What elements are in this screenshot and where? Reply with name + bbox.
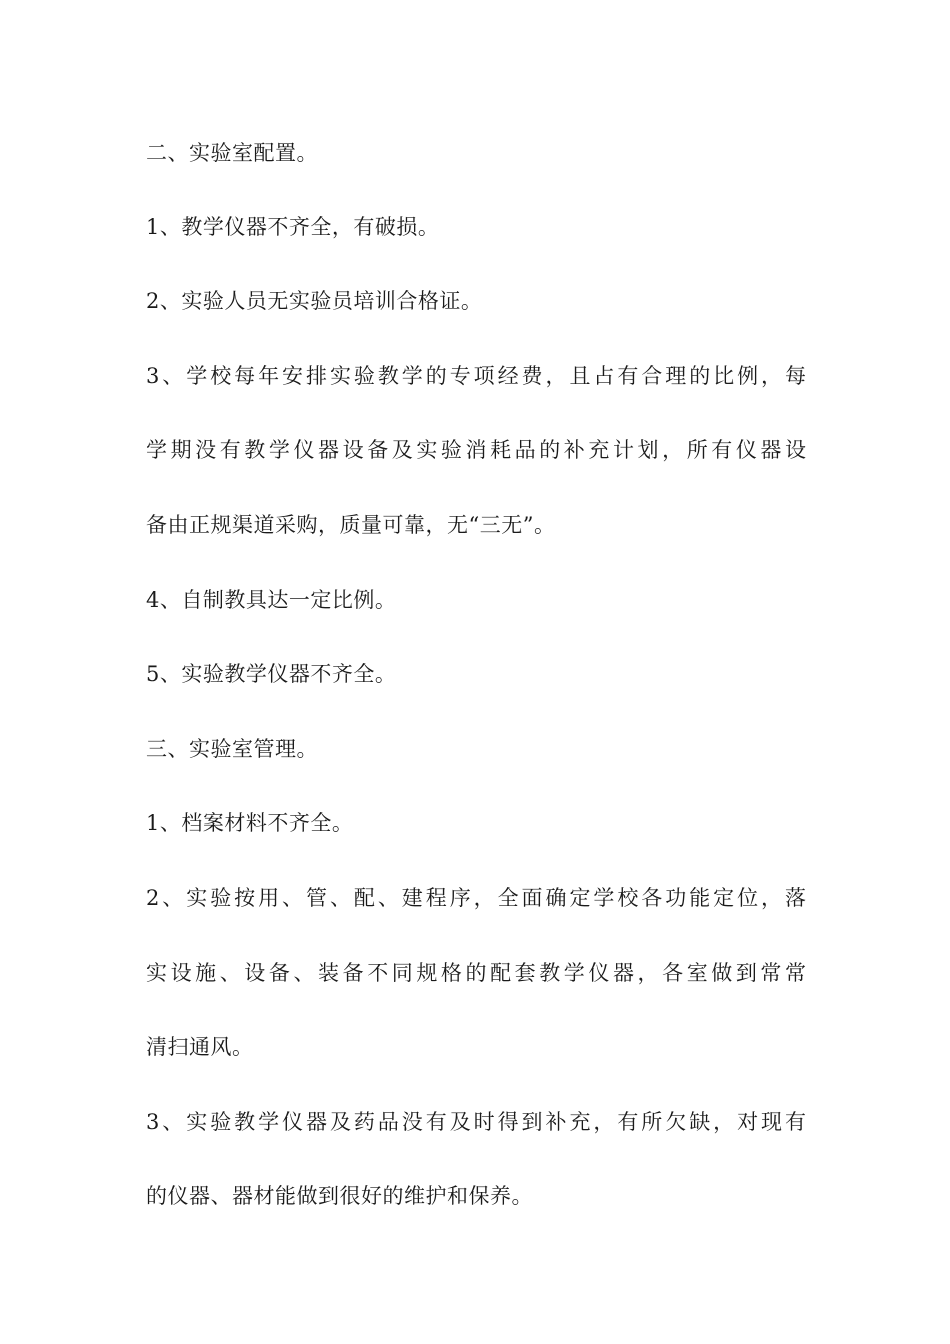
section-heading-lab-configuration: 二、实验室配置。: [146, 141, 318, 165]
paragraph-line: 1、教学仪器不齐全，有破损。: [146, 215, 440, 239]
paragraph-line: 学期没有教学仪器设备及实验消耗品的补充计划，所有仪器设: [146, 438, 806, 462]
paragraph-line: 2、实验按用、管、配、建程序，全面确定学校各功能定位，落: [146, 886, 806, 910]
paragraph-line: 备由正规渠道采购，质量可靠，无“三无”。: [146, 513, 556, 537]
paragraph-line: 1、档案材料不齐全。: [146, 811, 354, 835]
paragraph-line: 4、自制教具达一定比例。: [146, 588, 397, 612]
paragraph-line: 3、实验教学仪器及药品没有及时得到补充，有所欠缺，对现有: [146, 1110, 806, 1134]
paragraph-line: 2、实验人员无实验员培训合格证。: [146, 289, 483, 313]
section-heading-lab-management: 三、实验室管理。: [146, 737, 318, 761]
paragraph-line: 的仪器、器材能做到很好的维护和保养。: [146, 1184, 533, 1208]
paragraph-line: 实设施、设备、装备不同规格的配套教学仪器，各室做到常常: [146, 961, 806, 985]
paragraph-line: 5、实验教学仪器不齐全。: [146, 662, 397, 686]
paragraph-line: 3、学校每年安排实验教学的专项经费，且占有合理的比例，每: [146, 364, 806, 388]
paragraph-line: 清扫通风。: [146, 1035, 254, 1059]
